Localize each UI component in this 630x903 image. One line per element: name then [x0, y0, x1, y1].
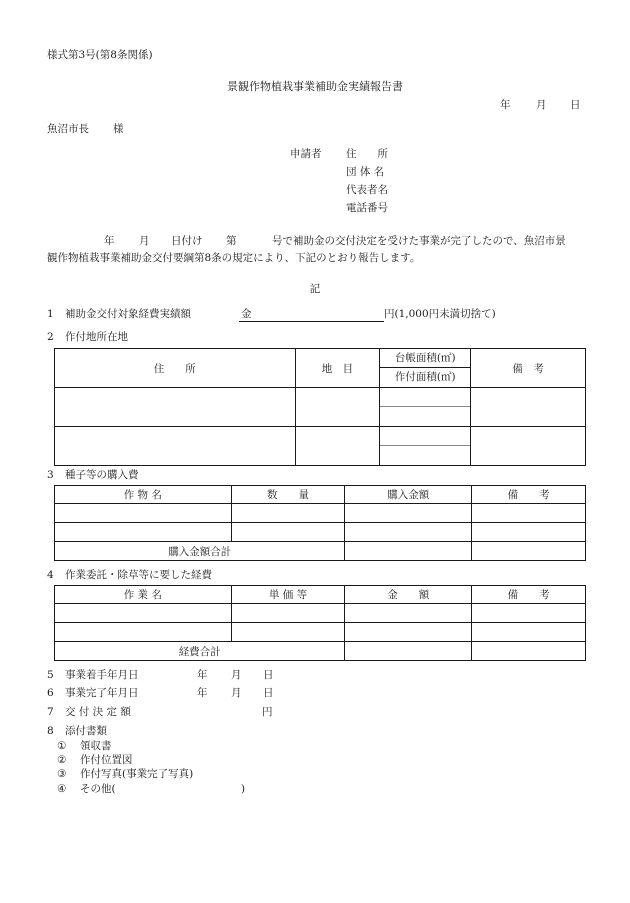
- table-row: [55, 388, 586, 427]
- cell-amount[interactable]: [345, 604, 472, 623]
- addressee: 魚沼市長: [47, 123, 89, 135]
- header-remarks: 備 考: [471, 349, 586, 388]
- body-line1-text: 号で補助金の交付決定を受けた事業が完了したので、魚沼市景: [272, 235, 566, 247]
- cell-purchase-total[interactable]: [345, 542, 472, 561]
- header-planted-area: 作付面積(㎡): [380, 367, 470, 387]
- item5-month: 月: [231, 669, 242, 681]
- body-year: 年: [104, 235, 115, 247]
- expense-total-label: 経費合計: [55, 642, 345, 661]
- cell-work-name[interactable]: [55, 623, 232, 642]
- cell-remarks[interactable]: [472, 523, 586, 542]
- location-table: [54, 348, 586, 466]
- item1-yen: 円(1,000円未満切捨て): [384, 308, 496, 320]
- attachment-2-text: 作付位置図: [80, 754, 133, 766]
- cell-purchase-amount[interactable]: [345, 504, 472, 523]
- item1-amount-underline: [239, 321, 384, 322]
- applicant-phone-label: 電話番号: [346, 202, 388, 214]
- cell-remarks[interactable]: [472, 642, 586, 661]
- header-chimoku: 地 目: [295, 349, 380, 388]
- cell-crop-name[interactable]: [55, 504, 232, 523]
- item7-yen: 円: [262, 706, 273, 718]
- header-remarks: 備 考: [472, 586, 586, 604]
- item6-number: 6: [47, 687, 54, 699]
- item5-number: 5: [47, 669, 54, 681]
- cell-expense-total[interactable]: [345, 642, 472, 661]
- form-number-label: 様式第3号(第8条関係): [47, 49, 153, 61]
- cell-planted-area[interactable]: [380, 406, 470, 426]
- applicant-representative-label: 代表者名: [346, 184, 388, 196]
- purchase-total-label: 購入金額合計: [55, 542, 345, 561]
- item7-label: 交 付 決 定 額: [65, 706, 131, 718]
- cell-remarks[interactable]: [472, 504, 586, 523]
- header-address: 住 所: [55, 349, 296, 388]
- item1-kin: 金: [241, 308, 252, 320]
- cell-remarks[interactable]: [471, 388, 586, 427]
- attachment-4-mark: ④: [57, 783, 67, 795]
- body-line2: 観作物植栽事業補助金交付要綱第8条の規定により、下記のとおり報告します。: [47, 252, 421, 264]
- cell-unit-price[interactable]: [231, 623, 345, 642]
- item5-year: 年: [197, 669, 208, 681]
- header-amount: 金 額: [345, 586, 472, 604]
- attachment-2-mark: ②: [57, 754, 67, 766]
- item1-number: 1: [47, 308, 54, 320]
- header-purchase-amount: 購入金額: [345, 486, 472, 504]
- date-month: 月: [536, 99, 547, 111]
- cell-amount[interactable]: [345, 623, 472, 642]
- total-row: [55, 642, 586, 661]
- item8-label: 添付書類: [65, 725, 107, 737]
- total-row: [55, 542, 586, 561]
- addressee-honorific: 様: [113, 123, 124, 135]
- item2-label: 作付地所在地: [65, 331, 128, 343]
- item6-day: 日: [263, 687, 274, 699]
- cell-planted-area[interactable]: [380, 445, 470, 465]
- cell-ledger-area[interactable]: [380, 427, 470, 445]
- seed-purchase-table: [54, 485, 586, 561]
- item5-day: 日: [263, 669, 274, 681]
- header-crop-name: 作 物 名: [55, 486, 232, 504]
- table-row: [55, 427, 586, 466]
- item3-label: 種子等の購入費: [65, 469, 139, 481]
- work-expense-table: [54, 585, 586, 661]
- item4-label: 作業委託・除草等に要した経費: [65, 569, 212, 581]
- header-remarks: 備 考: [472, 486, 586, 504]
- applicant-group-label: 団 体 名: [346, 166, 385, 178]
- document-title: 景観作物植栽事業補助金実績報告書: [227, 80, 403, 93]
- body-dai: 第: [226, 235, 237, 247]
- applicant-label: 申請者: [290, 148, 322, 160]
- cell-address[interactable]: [55, 427, 296, 466]
- cell-crop-name[interactable]: [55, 523, 232, 542]
- cell-quantity[interactable]: [231, 504, 345, 523]
- header-ledger-area: 台帳面積(㎡): [394, 352, 456, 364]
- item7-number: 7: [47, 706, 54, 718]
- cell-chimoku[interactable]: [295, 388, 380, 427]
- attachment-4-close: ): [241, 783, 246, 795]
- table-row: [55, 504, 586, 523]
- item6-year: 年: [197, 687, 208, 699]
- cell-ledger-area[interactable]: [380, 388, 470, 406]
- cell-work-name[interactable]: [55, 604, 232, 623]
- cell-remarks[interactable]: [472, 542, 586, 561]
- item3-number: 3: [47, 469, 54, 481]
- cell-remarks[interactable]: [472, 604, 586, 623]
- cell-unit-price[interactable]: [231, 604, 345, 623]
- cell-address[interactable]: [55, 388, 296, 427]
- item2-number: 2: [47, 331, 54, 343]
- attachment-3-text: 作付写真(事業完了写真): [80, 768, 194, 780]
- item4-number: 4: [47, 569, 54, 581]
- body-day: 日付け: [171, 235, 203, 247]
- ki-heading: 記: [309, 283, 321, 295]
- date-day: 日: [570, 99, 581, 111]
- table-row: [55, 604, 586, 623]
- table-row: [55, 623, 586, 642]
- item6-label: 事業完了年月日: [65, 687, 139, 699]
- attachment-4-text: その他(: [80, 783, 116, 795]
- cell-chimoku[interactable]: [295, 427, 380, 466]
- date-year: 年: [500, 99, 511, 111]
- item6-month: 月: [231, 687, 242, 699]
- cell-area[interactable]: [380, 388, 471, 427]
- header-work-name: 作 業 名: [55, 586, 232, 604]
- attachment-3-mark: ③: [57, 768, 67, 780]
- item5-label: 事業着手年月日: [65, 669, 139, 681]
- attachment-1-text: 領収書: [80, 740, 112, 752]
- attachment-1-mark: ①: [57, 740, 67, 752]
- item1-label: 補助金交付対象経費実績額: [65, 308, 191, 320]
- body-month: 月: [139, 235, 150, 247]
- table-row: [55, 523, 586, 542]
- applicant-address-label: 住 所: [346, 148, 388, 160]
- item8-number: 8: [47, 725, 54, 737]
- header-unit-price: 単 価 等: [231, 586, 345, 604]
- cell-remarks[interactable]: [471, 427, 586, 466]
- header-area: [380, 349, 471, 388]
- header-quantity: 数 量: [231, 486, 345, 504]
- cell-area[interactable]: [380, 427, 471, 466]
- cell-remarks[interactable]: [472, 623, 586, 642]
- cell-purchase-amount[interactable]: [345, 523, 472, 542]
- cell-quantity[interactable]: [231, 523, 345, 542]
